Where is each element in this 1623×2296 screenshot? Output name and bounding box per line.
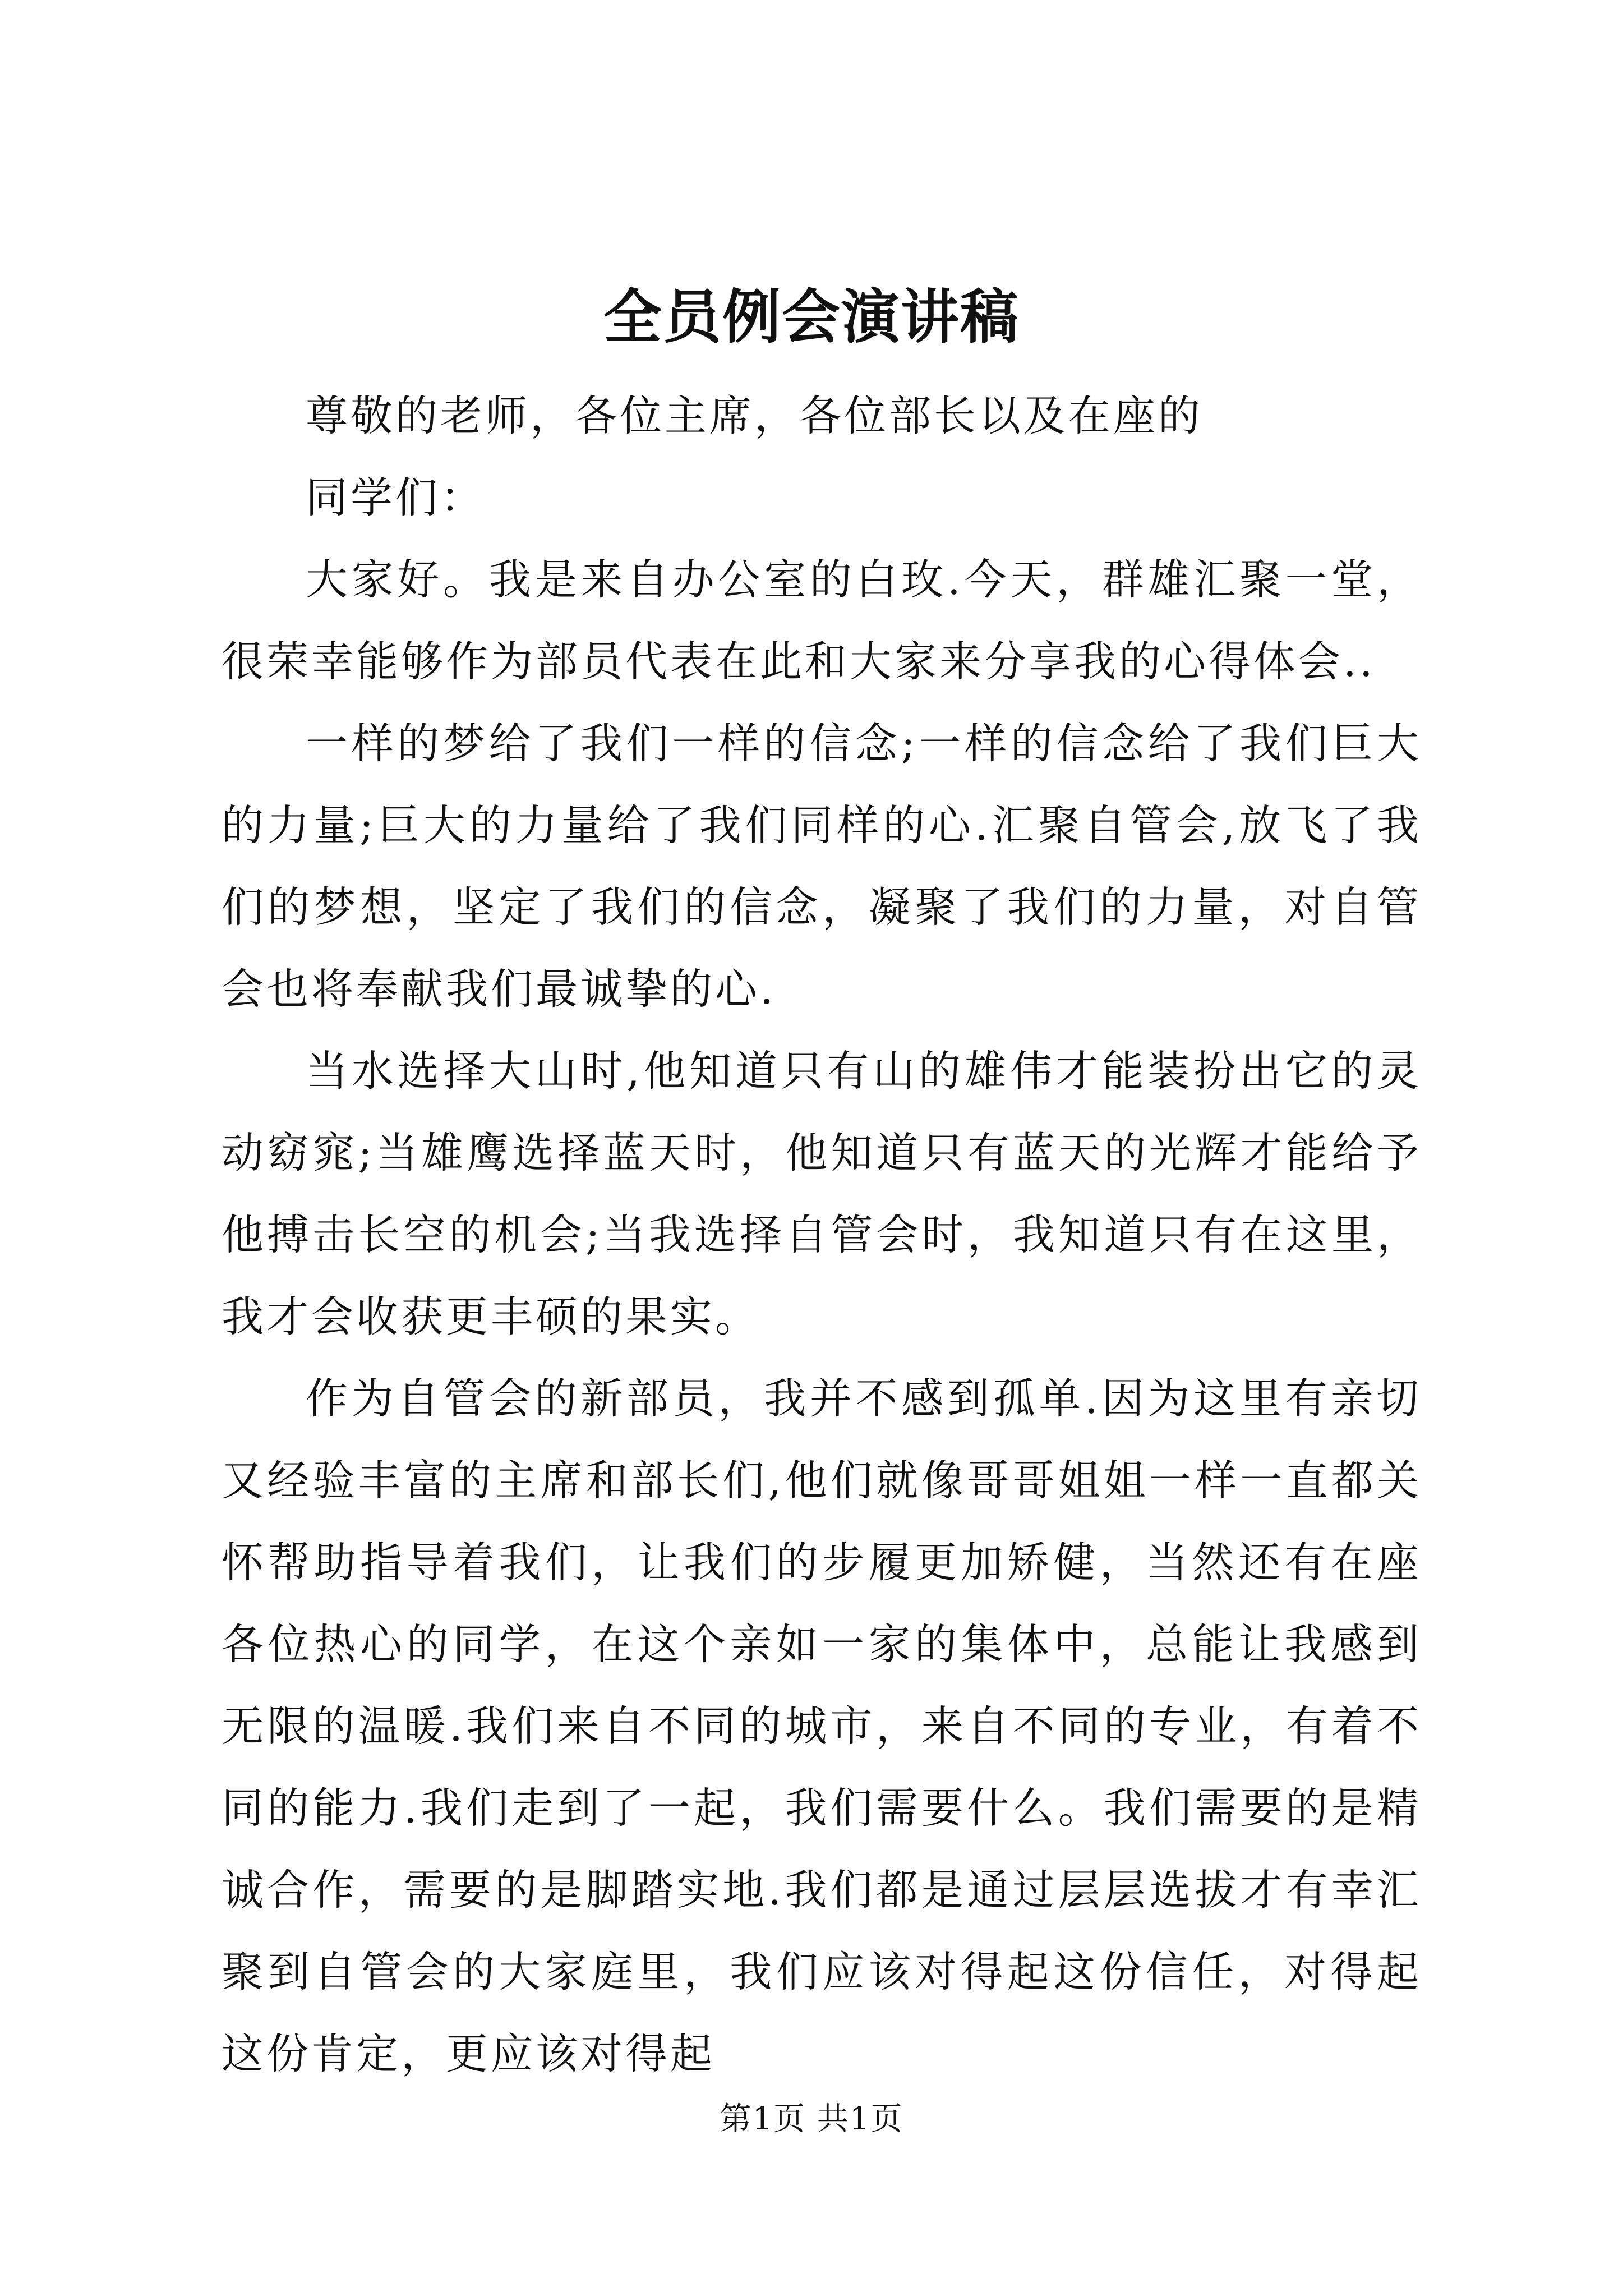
document-title: 全员例会演讲稿 [603, 282, 1020, 351]
paragraph: 作为自管会的新部员，我并不感到孤单.因为这里有亲切又经验丰富的主席和部长们,他们就像哥哥姐姐一样一直都关怀帮助指导着我们，让我们的步履更加矫健，当然还有在座各位热心的同学，在这个亲如一家的集体中，总能让我感到无限的温暖.我们来自不同的城市，来自不同的专业，有着不同的能力.我们走到了一起，我们需要什么。我们需要的是精诚合作，需要的是脚踏实地.我们都是通过层层选拔才有幸汇聚到自管会的大家庭里，我们应该对得起这份信任，对得起这份肯定，更应该对得起 [222, 1374, 1422, 2078]
paragraph: 大家好。我是来自办公室的白玫.今天，群雄汇聚一堂，很荣幸能够作为部员代表在此和大家来分享我的心得体会.. [222, 555, 1422, 686]
paragraph-salutation-continued: 同学们： [306, 473, 486, 522]
paragraph: 当水选择大山时,他知道只有山的雄伟才能装扮出它的灵动窈窕;当雄鹰选择蓝天时，他知道只有蓝天的光辉才能给予他搏击长空的机会;当我选择自管会时，我知道只有在这里，我才会收获更丰硕的果实。 [222, 1046, 1422, 1341]
document-body [222, 375, 1422, 2095]
paragraph-salutation: 尊敬的老师，各位主席，各位部长以及在座的 [306, 391, 1204, 440]
paragraph: 一样的梦给了我们一样的信念;一样的信念给了我们巨大的力量;巨大的力量给了我们同样的心.汇聚自管会,放飞了我们的梦想，坚定了我们的信念，凝聚了我们的力量，对自管会也将奉献我们最诚挚的心. [222, 719, 1422, 1014]
page-number-footer: 第1页 共1页 [720, 2101, 903, 2137]
